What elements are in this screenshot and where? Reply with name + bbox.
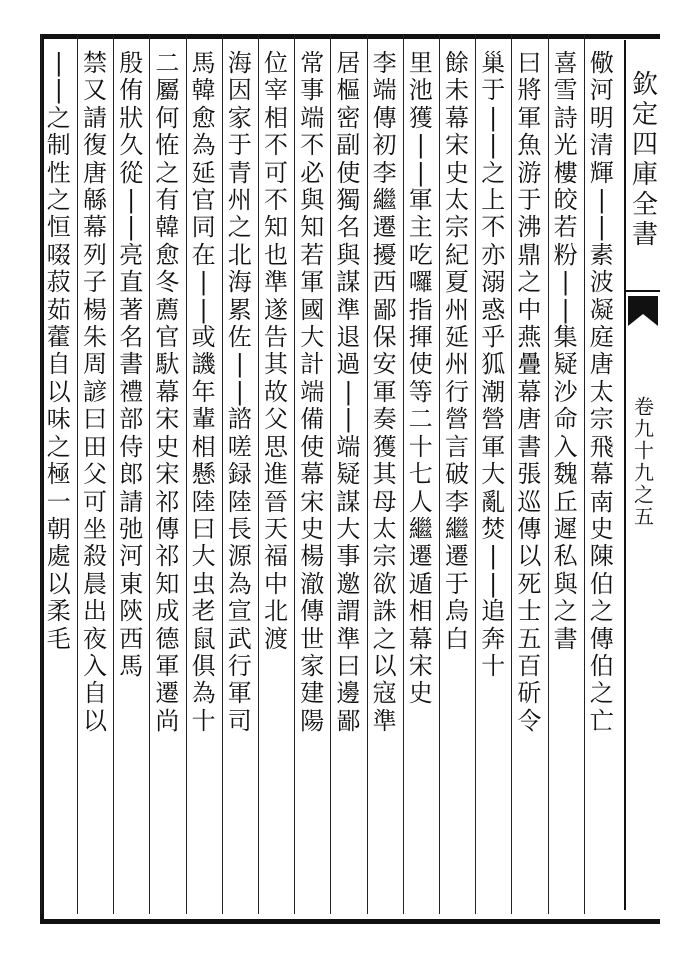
volume-label: 卷九十九之五 (630, 396, 655, 528)
fishtail-mark (628, 296, 658, 326)
column-rule (475, 34, 476, 914)
text-column: 李 端 傳 初 李 繼 遷 擾 西 鄙 保 安 軍 奏 獲 其 母 太 宗 欲 誅 之 以 寇 準 (372, 50, 397, 735)
column-rule (77, 34, 78, 914)
column-rule (439, 34, 440, 914)
column-rule (511, 34, 512, 914)
text-column: 里 池 獲 | | 軍 主 吃 囉 指 揮 使 等 二 十 七 人 繼 遷 遁 相 幕 宋 史 (408, 50, 433, 708)
column-rule (113, 34, 114, 914)
text-column: 殷 侑 狀 久 從 | | 亮 直 著 名 書 禮 部 侍 郎 請 弛 河 東 陝 西 馬 (119, 50, 144, 680)
text-column: 巢 于 | | 之 上 不 亦 溺 惑 乎 狐 潮 營 軍 大 亂 焚 | | 追 奔 十 (481, 50, 506, 680)
text-column: 儆 河 明 清 輝 | | 素 波 凝 庭 唐 太 宗 飛 幕 南 史 陳 伯 之 傳 伯 之 亡 (589, 50, 614, 735)
text-column: 海 因 家 于 青 州 之 北 海 累 佐 | | 諮 嗟 録 陸 長 源 為 宣 武 行 軍 司 (227, 50, 252, 735)
text-column: | | 之 制 性 之 恒 啜 菽 茹 藿 自 以 味 之 極 一 朝 處 以 柔 毛 (46, 50, 71, 653)
book-margin (624, 40, 660, 910)
text-column: 位 宰 相 不 可 不 知 也 準 遂 告 其 故 父 思 進 晉 天 福 中 北 渡 (264, 50, 288, 653)
text-column: 餘 未 幕 宋 史 太 宗 紀 夏 州 延 州 行 營 言 破 李 繼 遷 于 烏 白 (445, 50, 469, 653)
column-rule (149, 34, 150, 914)
text-column: 居 樞 密 副 使 獨 名 與 謀 準 退 過 | | 端 疑 謀 大 事 邀 謂 準 曰 邊 鄙 (336, 50, 361, 735)
column-rule (41, 34, 42, 914)
text-column: 馬 韓 愈 為 延 官 同 在 | | 或 譏 年 輩 相 懸 陸 曰 大 虫 老 鼠 俱 為 十 (191, 50, 216, 735)
text-column: 常 事 端 不 必 與 知 若 軍 國 大 計 端 備 使 幕 宋 史 楊 澈 傳 世 家 建 陽 (300, 50, 325, 735)
column-rule (584, 34, 585, 914)
text-column: 曰 將 軍 魚 游 于 沸 鼎 之 中 燕 疊 幕 唐 書 張 巡 傳 以 死 士 五 百 斫 令 (517, 50, 542, 735)
book-title: 欽定四庫全書 (627, 70, 658, 250)
column-rule (367, 34, 368, 914)
column-rule (403, 34, 404, 914)
column-rule (548, 34, 549, 914)
column-rule (330, 34, 331, 914)
column-rule (258, 34, 259, 914)
column-rule (222, 34, 223, 914)
margin-title-box (626, 40, 660, 292)
text-column: 二 屬 何 恠 之 有 韓 愈 冬 薦 官 馱 幕 宋 史 宋 祁 傳 祁 知 成 德 軍 遷 尚 (155, 50, 180, 735)
column-rule (294, 34, 295, 914)
column-rule (186, 34, 187, 914)
text-column: 禁 又 請 復 唐 緜 幕 列 子 楊 朱 周 諺 曰 田 父 可 坐 殺 晨 出 夜 入 自 以 (83, 50, 107, 735)
text-column: 喜 雪 詩 光 樓 皎 若 粉 | | 集 疑 沙 命 入 魏 丘 遲 私 與 之 書 (553, 50, 578, 653)
